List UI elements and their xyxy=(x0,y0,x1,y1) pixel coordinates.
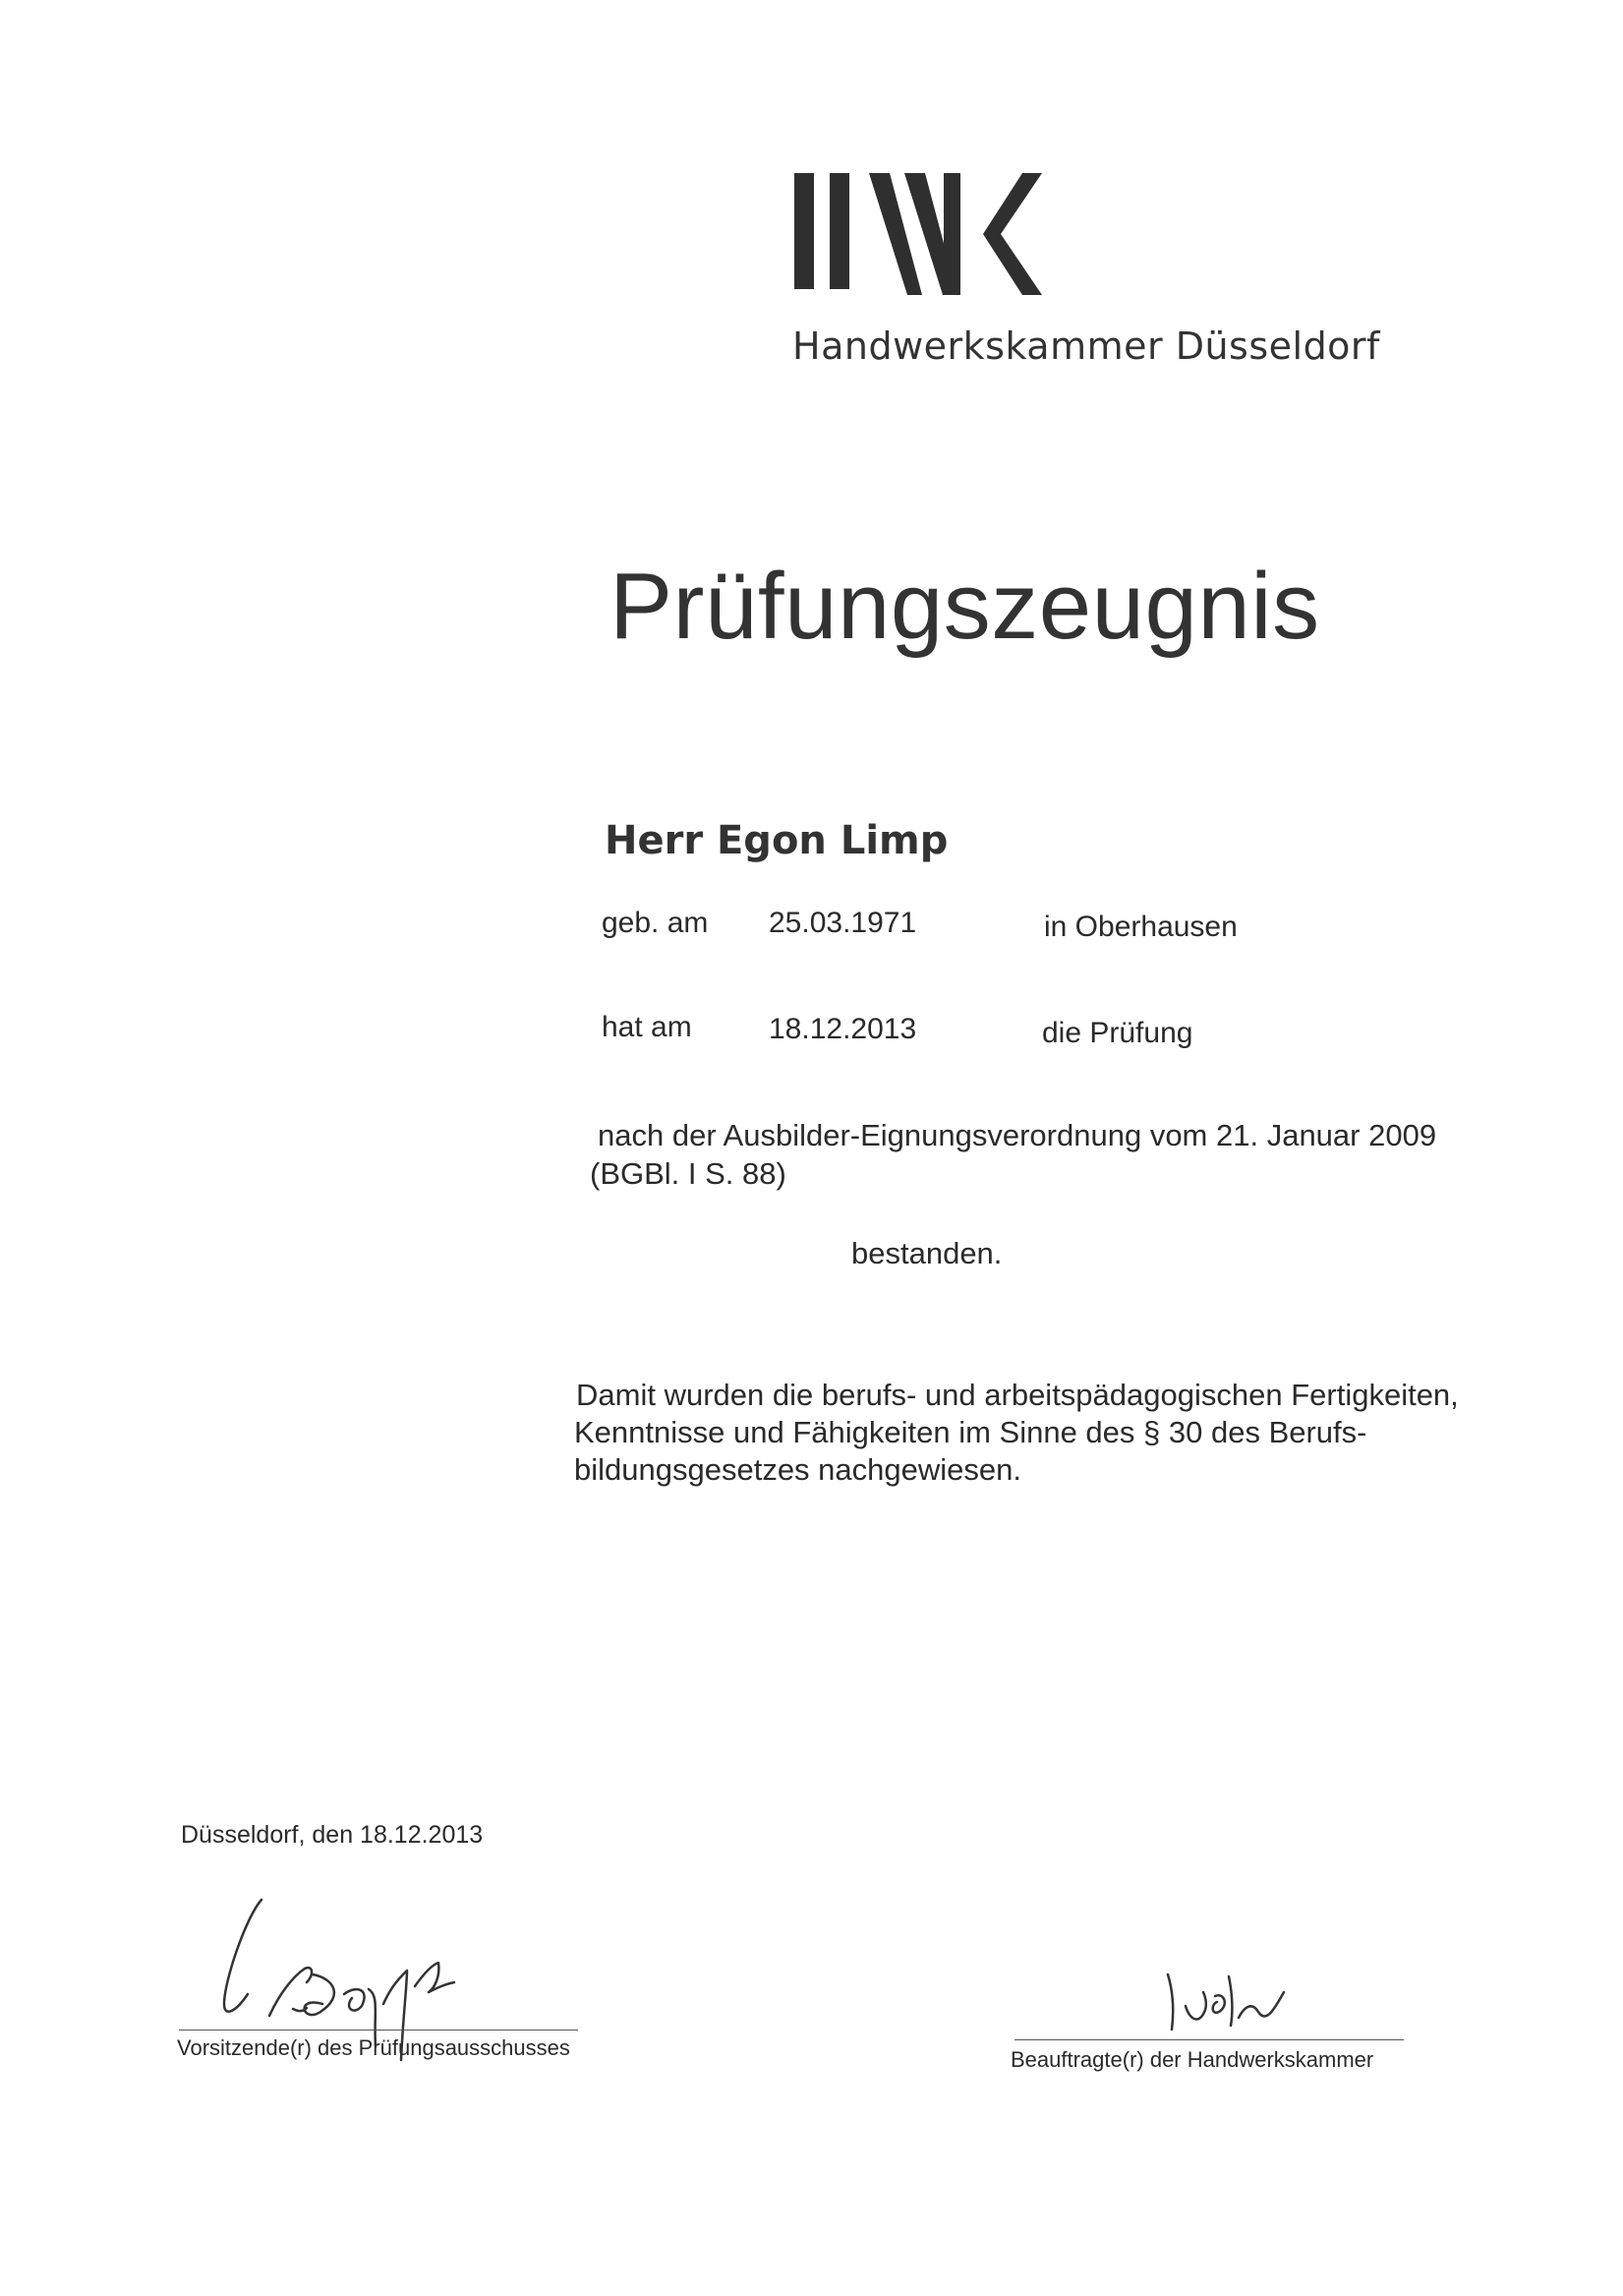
exam-date: 18.12.2013 xyxy=(769,1013,917,1045)
regulation-line-2: (BGBl. I S. 88) xyxy=(590,1156,786,1191)
statement-line-3: bildungsgesetzes nachgewiesen. xyxy=(574,1452,1021,1487)
document-title: Prüfungszeugnis xyxy=(609,554,1320,659)
statement-line-2: Kenntnisse und Fähigkeiten im Sinne des § 30 des Berufs- xyxy=(574,1415,1367,1449)
exam-text: die Prüfung xyxy=(1042,1017,1193,1049)
regulation-line-1: nach der Ausbilder-Eignungsverordnung vom 21. Januar 2009 xyxy=(598,1118,1437,1152)
statement-line-1: Damit wurden die berufs- und arbeitspädagogischen Fertigkeiten, xyxy=(576,1378,1459,1412)
born-date: 25.03.1971 xyxy=(769,907,917,939)
born-label: geb. am xyxy=(602,907,709,939)
organization-name: Handwerkskammer Düsseldorf xyxy=(792,324,1380,368)
signature-line-right xyxy=(1014,2039,1404,2040)
signature-label-right: Beauftragte(r) der Handwerkskammer xyxy=(1011,2047,1374,2072)
exam-label: hat am xyxy=(602,1011,692,1043)
place-date: Düsseldorf, den 18.12.2013 xyxy=(181,1821,484,1849)
hwk-logo-icon xyxy=(794,173,1062,295)
signature-label-left: Vorsitzende(r) des Prüfungsausschusses xyxy=(177,2035,570,2060)
candidate-name: Herr Egon Limp xyxy=(605,818,949,863)
born-place: in Oberhausen xyxy=(1044,911,1238,943)
handwritten-signature-icon xyxy=(1160,1967,1298,2045)
signature-line-left xyxy=(179,2030,578,2031)
result-text: bestanden. xyxy=(851,1236,1003,1270)
